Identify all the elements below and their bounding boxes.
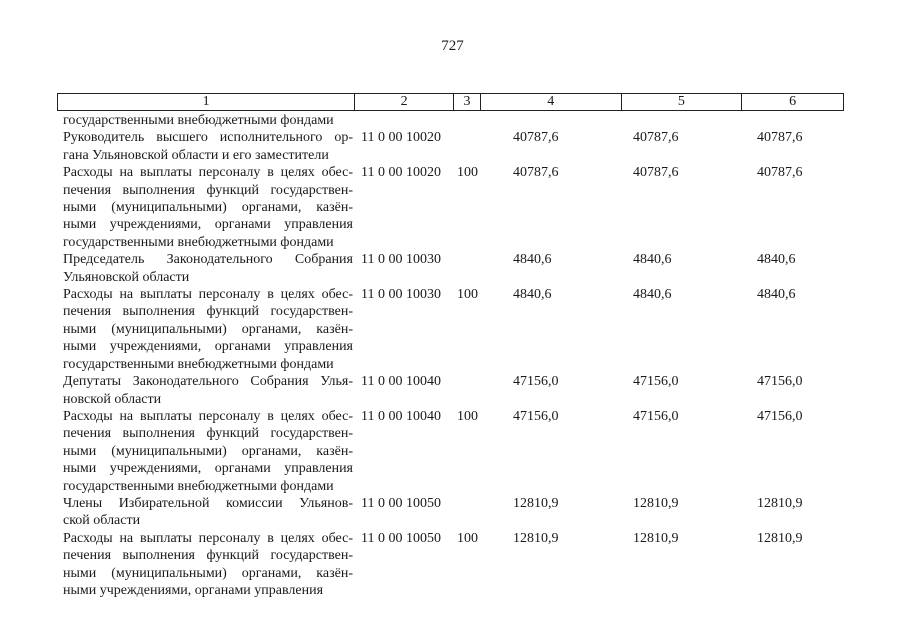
lead-line-row: [0, 112, 905, 129]
table-row: [0, 408, 905, 495]
row-value-col6: 12810,9: [757, 495, 803, 511]
description-line: новской области: [63, 391, 162, 407]
description-line: ными учреждениями, органами управления: [63, 461, 353, 477]
row-value-col6: 4840,6: [757, 252, 796, 268]
description-line: ными (муниципальными) органами, казён-: [63, 200, 353, 216]
row-value-col5: 40787,6: [633, 130, 679, 146]
row-type: 100: [457, 165, 478, 181]
description-line: печения выполнения функций государствен-: [63, 548, 353, 564]
description-line: государственными внебюджетными фондами: [63, 478, 334, 494]
description-line: печения выполнения функций государствен-: [63, 304, 353, 320]
row-value-col5: 12810,9: [633, 530, 679, 546]
row-value-col6: 40787,6: [757, 130, 803, 146]
row-value-col5: 4840,6: [633, 252, 672, 268]
row-code: 11 0 00 10030: [361, 252, 441, 268]
description-line: ными учреждениями, органами управления: [63, 339, 353, 355]
table-row: [0, 286, 905, 373]
row-value-col5: 47156,0: [633, 374, 679, 390]
row-value-col4: 4840,6: [513, 252, 552, 268]
table-row: [0, 164, 905, 251]
description-line: Расходы на выплаты персоналу в целях обес-: [63, 408, 353, 424]
table-row: [0, 129, 905, 164]
row-description: [63, 373, 353, 408]
header-col-2: 2: [355, 94, 454, 110]
description-line: ными (муниципальными) органами, казён-: [63, 443, 353, 459]
row-value-col4: 40787,6: [513, 130, 559, 146]
table-row: [0, 495, 905, 530]
header-col-5: 5: [622, 94, 743, 110]
table-header: [57, 93, 844, 111]
header-col-1: 1: [58, 94, 355, 110]
row-code: 11 0 00 10040: [361, 374, 441, 390]
row-value-col4: 47156,0: [513, 408, 559, 424]
row-type: 100: [457, 530, 478, 546]
row-description: [63, 164, 353, 251]
description-line: государственными внебюджетными фондами: [63, 356, 334, 372]
description-line: Председатель Законодательного Собрания: [63, 252, 353, 268]
row-code: 11 0 00 10050: [361, 530, 441, 546]
description-line: Расходы на выплаты персоналу в целях обес-: [63, 165, 353, 181]
row-code: 11 0 00 10020: [361, 165, 441, 181]
row-type: 100: [457, 408, 478, 424]
row-value-col5: 40787,6: [633, 165, 679, 181]
row-value-col6: 40787,6: [757, 165, 803, 181]
table-row: [0, 251, 905, 286]
row-value-col6: 47156,0: [757, 374, 803, 390]
header-col-6: 6: [789, 94, 797, 109]
header-col-4: 4: [481, 94, 622, 110]
description-line: гана Ульяновской области и его заместители: [63, 147, 329, 163]
description-line: Ульяновской области: [63, 269, 190, 285]
row-value-col4: 12810,9: [513, 495, 559, 511]
row-code: 11 0 00 10050: [361, 495, 441, 511]
description-line: ными (муниципальными) органами, казён-: [63, 565, 353, 581]
description-line: Расходы на выплаты персоналу в целях обес-: [63, 530, 353, 546]
description-line: ными учреждениями, органами управления: [63, 217, 353, 233]
row-description: [63, 129, 353, 164]
row-value-col4: 4840,6: [513, 287, 552, 303]
description-line: ными (муниципальными) органами, казён-: [63, 321, 353, 337]
row-value-col4: 12810,9: [513, 530, 559, 546]
row-type: 100: [457, 287, 478, 303]
row-value-col6: 47156,0: [757, 408, 803, 424]
row-description: [63, 286, 353, 373]
header-col-3: 3: [454, 94, 481, 110]
row-value-col5: 12810,9: [633, 495, 679, 511]
row-code: 11 0 00 10030: [361, 287, 441, 303]
row-value-col5: 47156,0: [633, 408, 679, 424]
row-value-col6: 12810,9: [757, 530, 803, 546]
lead-line: государственными внебюджетными фондами: [63, 113, 334, 128]
row-code: 11 0 00 10040: [361, 408, 441, 424]
description-line: Члены Избирательной комиссии Ульянов-: [63, 495, 353, 511]
description-line: ской области: [63, 513, 141, 529]
table-body: [0, 112, 905, 599]
description-line: Руководитель высшего исполнительного ор-: [63, 130, 353, 146]
description-line: Депутаты Законодательного Собрания Улья-: [63, 374, 353, 390]
row-description: [63, 530, 353, 600]
row-value-col4: 47156,0: [513, 374, 559, 390]
row-description: [63, 495, 353, 530]
row-description: [63, 408, 353, 495]
row-value-col5: 4840,6: [633, 287, 672, 303]
table-row: [0, 530, 905, 600]
row-code: 11 0 00 10020: [361, 130, 441, 146]
table-row: [0, 373, 905, 408]
description-line: Расходы на выплаты персоналу в целях обес-: [63, 287, 353, 303]
page-number: 727: [441, 38, 464, 54]
description-line: печения выполнения функций государствен-: [63, 426, 353, 442]
row-value-col4: 40787,6: [513, 165, 559, 181]
row-value-col6: 4840,6: [757, 287, 796, 303]
row-description: [63, 251, 353, 286]
description-line: ными учреждениями, органами управления: [63, 582, 324, 598]
description-line: печения выполнения функций государствен-: [63, 182, 353, 198]
description-line: государственными внебюджетными фондами: [63, 234, 334, 250]
